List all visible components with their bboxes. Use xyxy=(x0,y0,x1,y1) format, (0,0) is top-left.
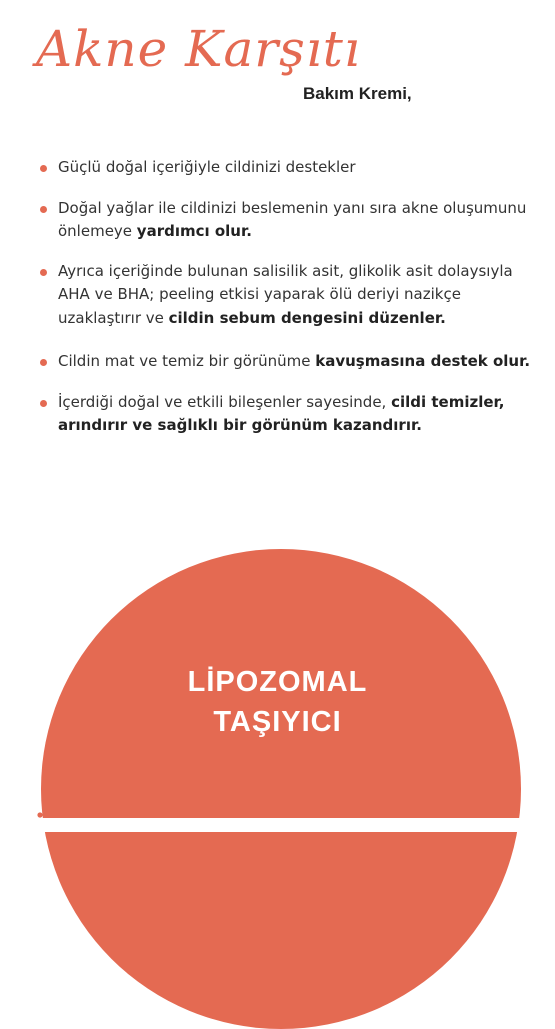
list-item xyxy=(38,197,538,244)
divider-dot xyxy=(57,812,62,817)
divider-dot xyxy=(477,812,482,817)
list-item-text: Cildin mat ve temiz bir görünüme kavuşmasına destek olur. xyxy=(58,352,531,370)
divider-dot xyxy=(407,812,412,817)
divider-dot xyxy=(327,812,332,817)
divider-dot xyxy=(457,812,462,817)
divider-dot xyxy=(387,812,392,817)
divider-dot xyxy=(307,812,312,817)
divider-dot xyxy=(337,812,342,817)
list-item-text: Ayrıca içeriğinde bulunan salisilik asit, glikolik asit dolaysıyla AHA ve BHA; peeling etkisi yaparak ölü deriyi nazikçe uzaklaştırır ve cildin sebum dengesini düzenler. xyxy=(58,261,513,327)
divider-dot xyxy=(147,812,152,817)
list-item-text: Doğal yağlar ile cildinizi beslemenin yanı sıra akne oluşumunu önlemeye yardımcı olur. xyxy=(58,198,527,240)
divider-dot xyxy=(137,812,142,817)
bullet-dot-icon xyxy=(40,206,47,213)
divider-dot xyxy=(267,812,272,817)
bullet-dot-icon xyxy=(40,269,47,276)
feature-list xyxy=(38,156,538,438)
divider-dot xyxy=(127,812,132,817)
list-item xyxy=(38,260,538,331)
divider-dot xyxy=(257,812,262,817)
divider-dot xyxy=(197,812,202,817)
divider-dot xyxy=(297,812,302,817)
dotted-divider xyxy=(37,810,522,820)
list-item xyxy=(38,156,538,180)
bottom-band xyxy=(0,818,555,832)
divider-dot xyxy=(207,812,212,817)
divider-dot xyxy=(427,812,432,817)
divider-dot xyxy=(357,812,362,817)
divider-dot xyxy=(167,812,172,817)
divider-dot xyxy=(227,812,232,817)
divider-dot xyxy=(177,812,182,817)
divider-dot xyxy=(47,812,52,817)
list-item-text: İçerdiği doğal ve etkili bileşenler sayesinde, cildi temizler, arındırır ve sağlıklı bir görünüm kazandırır. xyxy=(58,392,505,434)
badge-line-1: LİPOZOMAL xyxy=(187,666,368,698)
divider-dot xyxy=(187,812,192,817)
divider-dot xyxy=(87,812,92,817)
divider-dot xyxy=(247,812,252,817)
divider-dot xyxy=(487,812,492,817)
list-item xyxy=(38,391,538,438)
list-item xyxy=(38,350,538,374)
divider-dot xyxy=(367,812,372,817)
bullet-dot-icon xyxy=(40,165,47,172)
divider-dot xyxy=(347,812,352,817)
divider-dot xyxy=(157,812,162,817)
subtitle: Bakım Kremi, xyxy=(303,84,412,103)
divider-dot xyxy=(217,812,222,817)
divider-dot xyxy=(37,812,42,817)
divider-dot xyxy=(277,812,282,817)
divider-dot xyxy=(507,812,512,817)
divider-dot xyxy=(447,812,452,817)
divider-dot xyxy=(117,812,122,817)
divider-dot xyxy=(107,812,112,817)
divider-dot xyxy=(287,812,292,817)
divider-dot xyxy=(397,812,402,817)
divider-dot xyxy=(317,812,322,817)
bullet-dot-icon xyxy=(40,359,47,366)
divider-dot xyxy=(497,812,502,817)
divider-dot xyxy=(437,812,442,817)
script-title: Akne Karşıtı xyxy=(36,20,361,78)
list-item-text: Güçlü doğal içeriğiyle cildinizi destekler xyxy=(58,158,356,176)
bullet-dot-icon xyxy=(40,400,47,407)
divider-dot xyxy=(237,812,242,817)
divider-dot xyxy=(377,812,382,817)
divider-dot xyxy=(77,812,82,817)
divider-dot xyxy=(97,812,102,817)
divider-dot xyxy=(67,812,72,817)
divider-dot xyxy=(467,812,472,817)
badge-semicircle xyxy=(41,549,521,1029)
divider-dot xyxy=(417,812,422,817)
dotted-divider-svg xyxy=(37,810,522,820)
badge-line-2: TAŞIYICI xyxy=(213,706,342,738)
